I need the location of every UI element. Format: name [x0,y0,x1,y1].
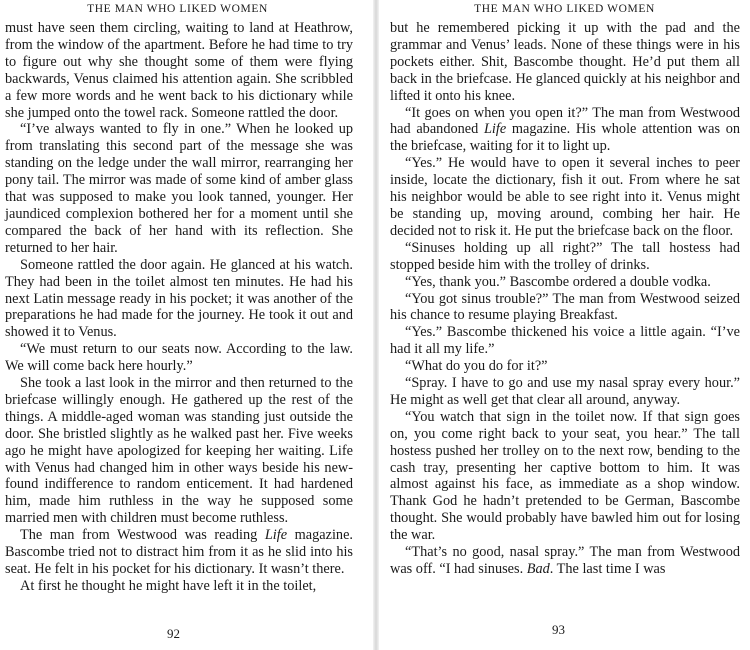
paragraph [390,291,740,325]
text-run: “We must return to our seats now. According to the law. We will come back here hourly.” [5,341,353,375]
text-run: “It goes on when you open it?” The man from Westwood had abandoned [390,104,740,138]
italic-run: Bad [526,561,550,577]
text-run: Someone rattled the door again. He glanced at his watch. They had been in the toilet almost ten minutes. He had his next Latin message ready in his pocket; it was another of the preparations he had made for the journey. He took it out and showed it to Venus. [5,256,353,341]
right-page [379,0,750,650]
text-run: “You watch that sign in the toilet now. If that sign goes on, you come right back to your seat, you hear.” The tall hostess pushed her trolley on to the next row, bending to the cash tray, presenting her captive bottom to him. It was almost against his face, as immediate as a shop window. Thank God he hadn’t pretended to be German, Bascombe thought. She would probably have bawled him out for losing the war. [390,408,740,544]
left-page [0,0,373,650]
paragraph [390,105,740,156]
page-number: 92 [167,626,180,641]
paragraph [5,341,353,375]
running-head: THE MAN WHO LIKED WOMEN [474,3,655,15]
paragraph [5,375,353,527]
text-run: “I’ve always wanted to fly in one.” When he looked up from translating this second part of the message she was standing on the ledge under the wall mirror, rearranging her pony tail. The mirror was made of some kind of amber glass that was supposed to make you look tanned, younger. Her jaundiced complexion bothered her for a moment until she compared the back of her hand with its reflection. She returned to her hair. [5,121,353,256]
text-run: “Yes.” He would have to open it several inches to peer inside, locate the dictionary, fish it out. From where he sat his neighbor would be able to see right into it. Venus might be standing up, moving around, combing her hair. He decided not to risk it. He put the briefcase back on the floor. [390,155,740,239]
text-run: “Sinuses holding up all right?” The tall hostess had stopped beside him with the trolley of drinks. [390,239,740,273]
running-head: THE MAN WHO LIKED WOMEN [87,3,268,15]
paragraph [390,274,740,291]
paragraph [5,257,353,342]
paragraph [390,358,740,375]
text-run: “You got sinus trouble?” The man from Westwood seized his chance to resume playing Breakfast. [390,290,740,324]
paragraph [390,324,740,358]
text-run: magazine. His whole attention was on the briefcase, waiting for it to light up. [390,121,740,155]
text-run: At first he thought he might have left it in the toilet, [20,577,317,594]
text-run: . The last time I was [549,561,666,577]
page-number: 93 [552,622,565,637]
text-run: “Spray. I have to go and use my nasal spray every hour.” He might as well get that clear all around, anyway. [390,375,740,408]
italic-run: Life [483,121,507,138]
page-body [390,20,740,578]
page-body [5,20,353,595]
text-run: magazine. Bascombe tried not to distract him from it as he slid into his seat. He felt in his pocket for his dictionary. It wasn’t there. [5,527,353,577]
text-run: “That’s no good, nasal spray.” The man from Westwood was off. “I had sinuses. [390,544,740,577]
text-run: The man from Westwood was reading [20,527,265,544]
text-run: “Yes, thank you.” Bascombe ordered a double vodka. [405,273,711,290]
text-run: She took a last look in the mirror and then returned to the briefcase willingly enough. He gathered up the rest of the things. A middle-aged woman was standing just outside the door. She bristled slightly as he walked past her. Five weeks ago he might have apologized for keeping her waiting. Life with Venus had changed him in other ways beside his new-found indifference to random enticement. It had hardened him, made him ruthless in the way he supposed some married men with children must become ruthless. [5,375,353,527]
paragraph [390,240,740,274]
italic-run: Life [264,527,288,544]
text-run: “What do you do for it?” [405,358,548,375]
text-run: but he remembered picking it up with the pad and the grammar and Venus’ leads. None of these things were in his pockets either. Shit, Bascombe thought. He’d put them all back in the briefcase. He glanced quickly at his neighbor and lifted it onto his knee. [390,20,740,104]
text-run: “Yes.” Bascombe thickened his voice a little again. “I’ve had it all my life.” [390,324,740,358]
paragraph [5,121,353,256]
paragraph [5,20,353,121]
paragraph [390,155,740,240]
text-run: must have seen them circling, waiting to land at Heathrow, from the window of the apartment. Before he had time to try to figure out why she thought some of them were flying backwards, Venus claimed his attention again. She scribbled a few more words and he went back to his dictionary while she jumped onto the towel rack. Someone rattled the door. [5,20,353,121]
paragraph [5,527,353,578]
paragraph [390,544,740,578]
paragraph [390,375,740,409]
paragraph [5,578,353,595]
paragraph [390,409,740,544]
paragraph [390,20,740,105]
